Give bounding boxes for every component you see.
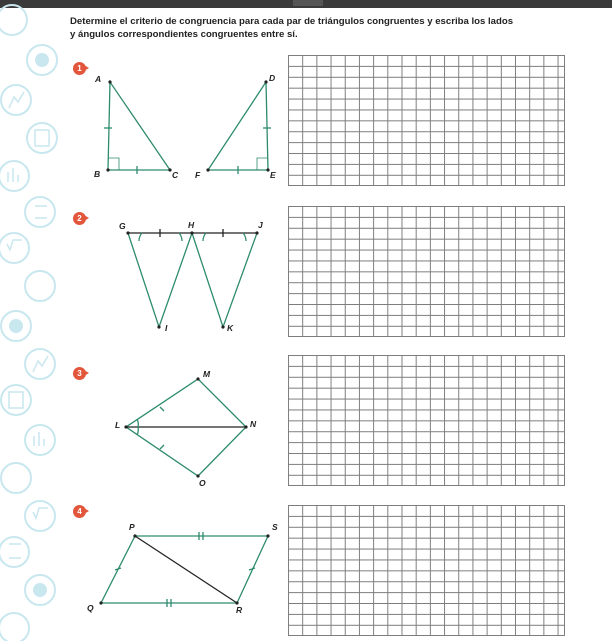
answer-grid[interactable]: [288, 505, 565, 636]
vertex-label: B: [94, 169, 101, 179]
vertex-label: P: [129, 522, 135, 532]
vertex-label: R: [236, 605, 243, 615]
bar-chart-icon: [8, 168, 18, 182]
exercise-2-figure: [75, 217, 285, 342]
exercise-number-badge: 2: [73, 212, 86, 225]
fraction-icon: [35, 206, 47, 218]
triangle-dfe: [208, 82, 268, 170]
exercise-1-figure: [75, 70, 285, 185]
sidebar-decoration: [0, 0, 60, 641]
pie-icon: [35, 53, 49, 67]
vertex-label: E: [270, 170, 276, 180]
instructions-line-2: y ángulos correspondientes congruentes entre sí.: [70, 29, 298, 40]
top-bar: [0, 0, 612, 8]
bar-chart-icon: [34, 432, 44, 446]
vertex-label: S: [272, 522, 278, 532]
triangle-abc: [108, 82, 170, 170]
vertex-label: M: [203, 369, 211, 379]
sqrt-icon: [33, 508, 48, 518]
vertex-label: A: [95, 74, 102, 84]
answer-grid[interactable]: [288, 355, 565, 486]
answer-grid[interactable]: [288, 55, 565, 186]
vertex-label: J: [258, 220, 263, 230]
answer-grid[interactable]: [288, 206, 565, 337]
vertex-label: C: [172, 170, 179, 180]
exercise-4-figure: [75, 520, 285, 620]
exercise-number-badge: 4: [73, 505, 86, 518]
instructions: [70, 15, 550, 41]
calculator-icon: [9, 392, 23, 408]
vertex-label: G: [119, 221, 126, 231]
vertex-label: H: [188, 220, 195, 230]
vertex-label: K: [227, 323, 234, 333]
fraction-icon: [9, 544, 21, 558]
exercise-number-badge: 3: [73, 367, 86, 380]
vertex-label: L: [115, 420, 121, 430]
triangle-hkj: [192, 233, 257, 327]
vertex-label: F: [195, 170, 201, 180]
vertex-label: Q: [87, 603, 94, 613]
vertex-label: D: [269, 73, 276, 83]
instructions-line-1: Determine el criterio de congruencia para cada par de triángulos congruentes y escriba los lados: [70, 16, 514, 27]
triangle-gih: [128, 233, 192, 327]
pie-icon: [9, 319, 23, 333]
sqrt-icon: [7, 240, 22, 250]
pie-icon: [33, 583, 47, 597]
top-bar-tab: [293, 0, 323, 6]
vertex-label: I: [165, 323, 168, 333]
calculator-icon: [35, 130, 49, 146]
exercise-number-badge: 1: [73, 62, 86, 75]
parallelogram-pqrs: [101, 536, 268, 603]
exercise-3-figure: [75, 365, 285, 490]
chart-icon: [9, 92, 24, 108]
chart-icon: [33, 356, 48, 372]
diagonal-pr: [135, 536, 237, 603]
vertex-label: O: [199, 478, 206, 488]
vertex-label: N: [250, 419, 257, 429]
